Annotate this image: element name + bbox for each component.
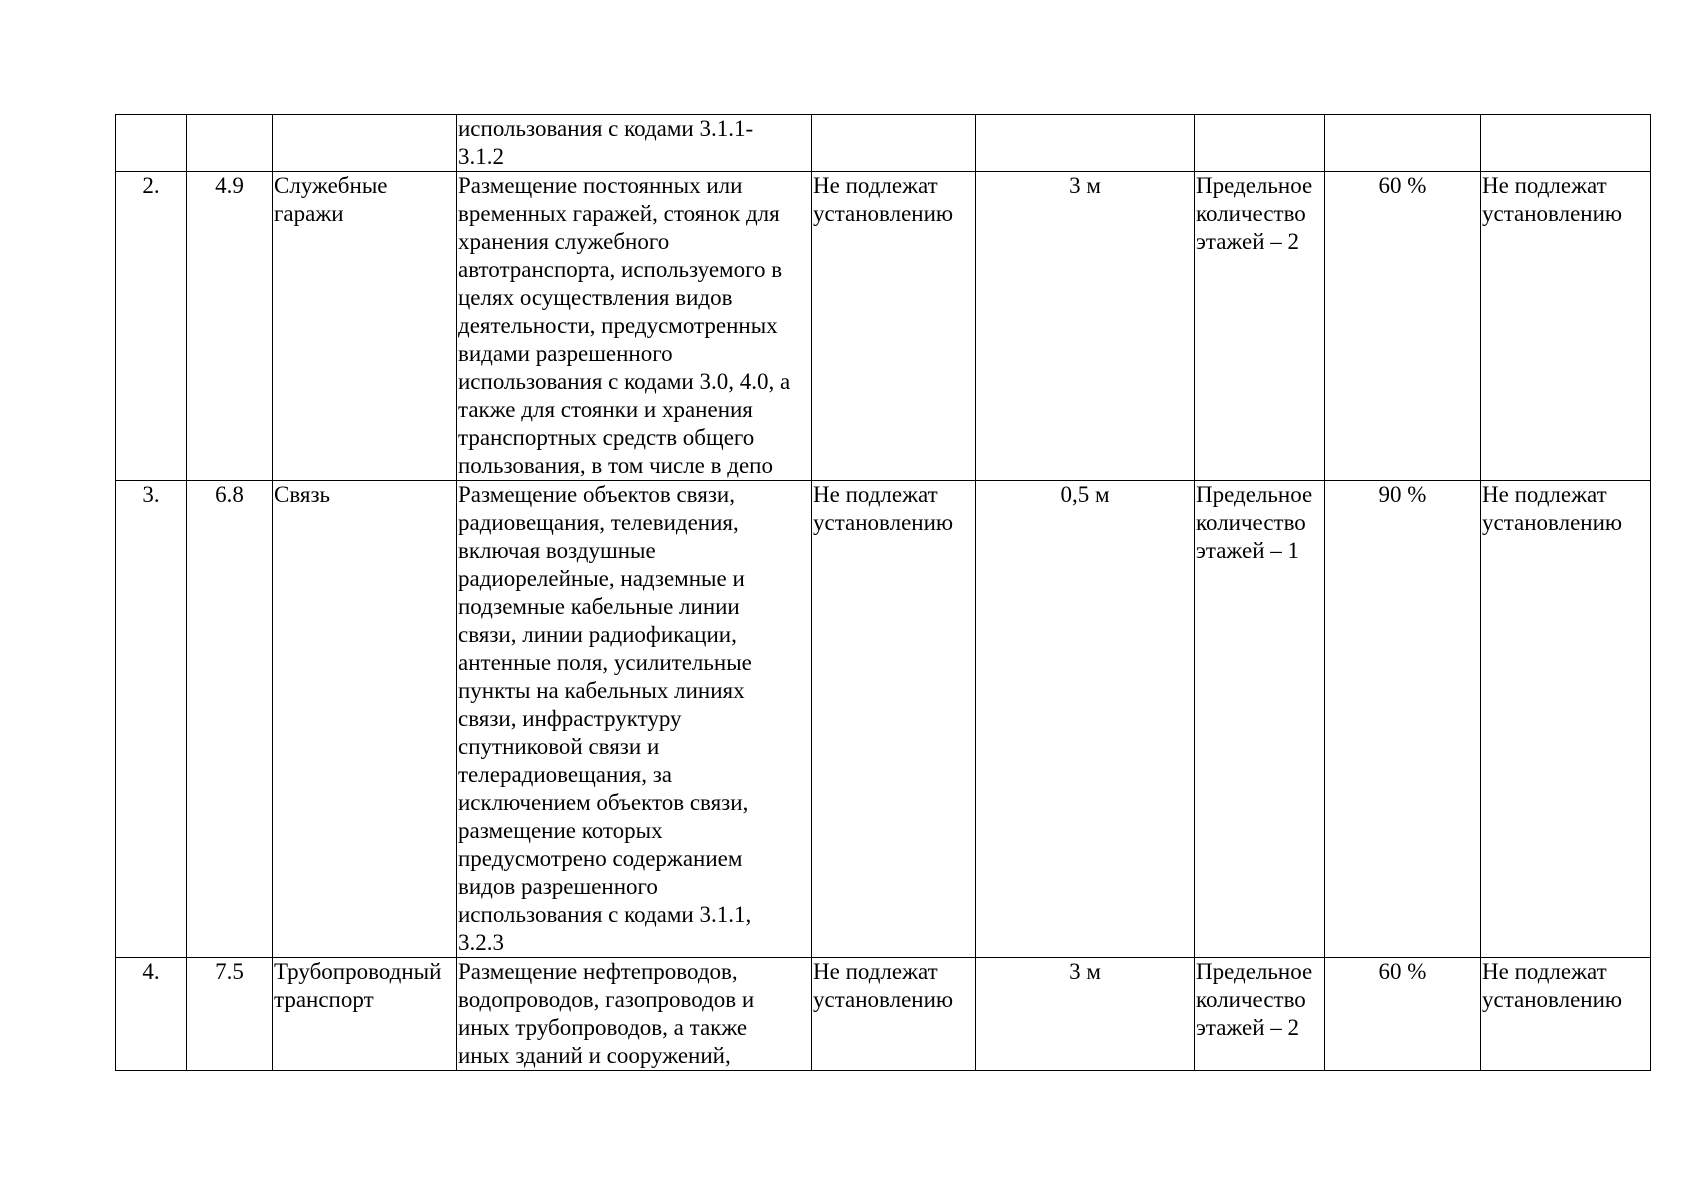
floors-limit-cell: Предельное количество этажей – 2 <box>1195 172 1325 481</box>
use-name-cell: Трубопроводный транспорт <box>273 958 457 1071</box>
coverage-percent-cell: 60 % <box>1325 172 1481 481</box>
table-row <box>116 481 1651 958</box>
row-number-cell: 3. <box>116 481 187 958</box>
use-code-cell: 6.8 <box>187 481 273 958</box>
plot-size-cell <box>812 115 976 172</box>
row-number-cell: 2. <box>116 172 187 481</box>
other-parameters-cell: Не подлежат установлению <box>1481 481 1651 958</box>
table-row <box>116 115 1651 172</box>
plot-size-cell: Не подлежат установлению <box>812 172 976 481</box>
other-parameters-cell: Не подлежат установлению <box>1481 958 1651 1071</box>
coverage-percent-cell: 60 % <box>1325 958 1481 1071</box>
row-number-cell <box>116 115 187 172</box>
use-code-cell: 7.5 <box>187 958 273 1071</box>
use-description-cell: Размещение объектов связи, радиовещания, телевидения, включая воздушные радиорелейные, надземные и подземные кабельные линии связи, линии радиофикации, антенные поля, усилительные пункты на кабельных линиях связи, инфраструктуру спутниковой связи и телерадиовещания, за исключением объектов связи, размещение которых предусмотрено содержанием видов разрешенного использования с кодами 3.1.1, 3.2.3 <box>457 481 812 958</box>
use-description-cell: использования с кодами 3.1.1- 3.1.2 <box>457 115 812 172</box>
setback-cell <box>976 115 1195 172</box>
coverage-percent-cell <box>1325 115 1481 172</box>
use-code-cell <box>187 115 273 172</box>
other-parameters-cell <box>1481 115 1651 172</box>
setback-cell: 3 м <box>976 172 1195 481</box>
other-parameters-cell: Не подлежат установлению <box>1481 172 1651 481</box>
use-name-cell <box>273 115 457 172</box>
table-row <box>116 958 1651 1071</box>
floors-limit-cell: Предельное количество этажей – 1 <box>1195 481 1325 958</box>
coverage-percent-cell: 90 % <box>1325 481 1481 958</box>
setback-cell: 0,5 м <box>976 481 1195 958</box>
row-number-cell: 4. <box>116 958 187 1071</box>
floors-limit-cell: Предельное количество этажей – 2 <box>1195 958 1325 1071</box>
use-code-cell: 4.9 <box>187 172 273 481</box>
plot-size-cell: Не подлежат установлению <box>812 958 976 1071</box>
use-description-cell: Размещение нефтепроводов, водопроводов, газопроводов и иных трубопроводов, а также иных зданий и сооружений, <box>457 958 812 1071</box>
use-name-cell: Связь <box>273 481 457 958</box>
table-row <box>116 172 1651 481</box>
setback-cell: 3 м <box>976 958 1195 1071</box>
land-use-regulations-table <box>115 114 1651 1071</box>
floors-limit-cell <box>1195 115 1325 172</box>
use-name-cell: Служебные гаражи <box>273 172 457 481</box>
plot-size-cell: Не подлежат установлению <box>812 481 976 958</box>
use-description-cell: Размещение постоянных или временных гаражей, стоянок для хранения служебного автотранспорта, используемого в целях осуществления видов деятельности, предусмотренных видами разрешенного использования с кодами 3.0, 4.0, а также для стоянки и хранения транспортных средств общего пользования, в том числе в депо <box>457 172 812 481</box>
